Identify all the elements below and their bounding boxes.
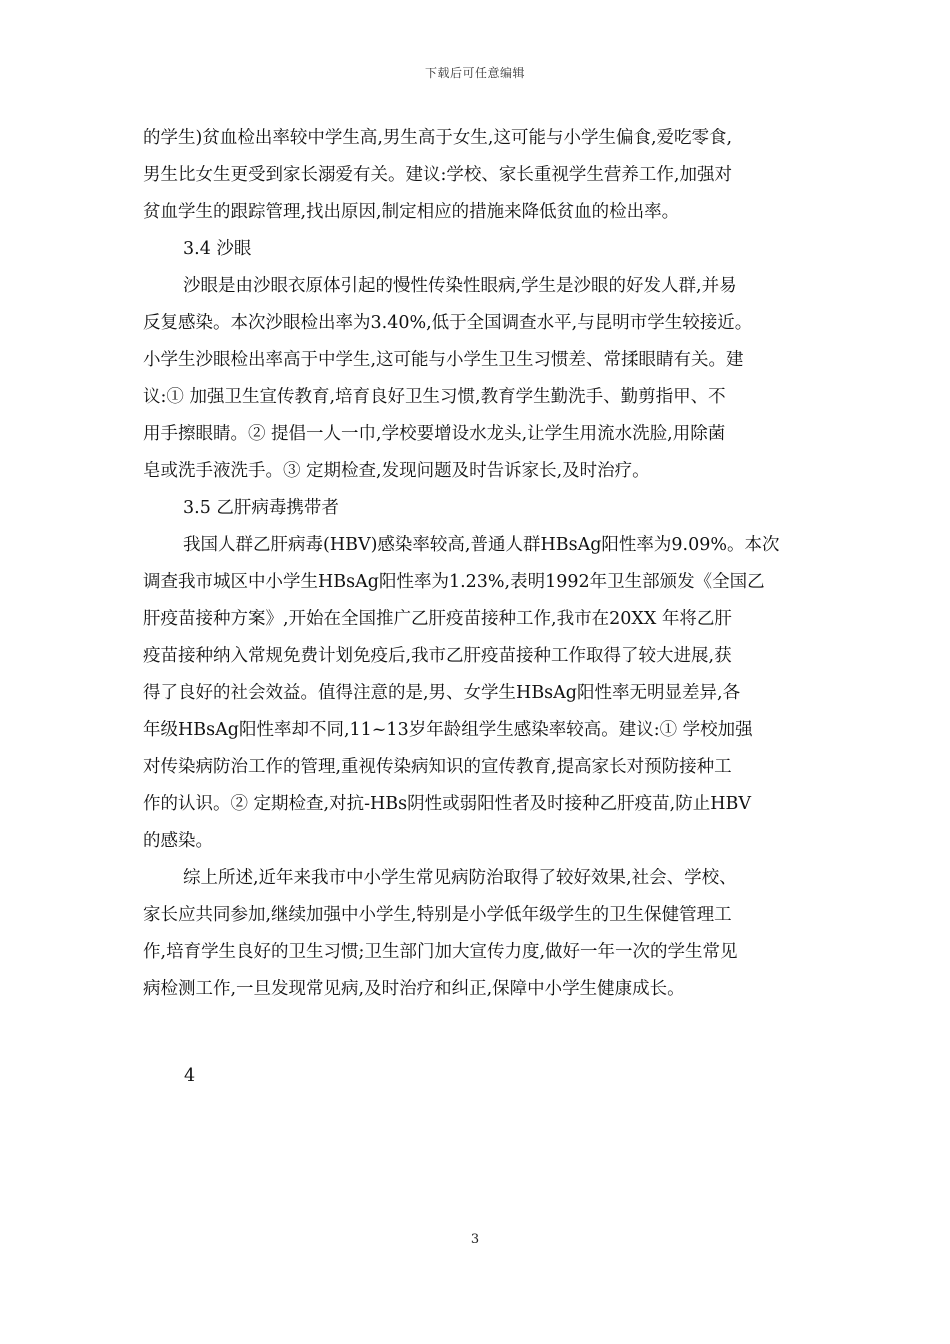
- paragraph-line: 的学生)贫血检出率较中学生高,男生高于女生,这可能与小学生偏食,爱吃零食,: [143, 128, 733, 148]
- paragraph-line: 反复感染。本次沙眼检出率为3.40%,低于全国调查水平,与昆明市学生较接近。: [143, 313, 753, 333]
- paragraph-line: 用手擦眼睛。② 提倡一人一巾,学校要增设水龙头,让学生用流水洗脸,用除菌: [143, 424, 726, 444]
- paragraph-line: 的感染。: [143, 831, 213, 851]
- paragraph-line: 议:① 加强卫生宣传教育,培育良好卫生习惯,教育学生勤洗手、勤剪指甲、不: [143, 387, 726, 407]
- paragraph-line: 疫苗接种纳入常规免费计划免疫后,我市乙肝疫苗接种工作取得了较大进展,获: [143, 646, 732, 666]
- paragraph-line: 作的认识。② 定期检查,对抗-HBs阴性或弱阳性者及时接种乙肝疫苗,防止HBV: [143, 794, 751, 814]
- page-number: 3: [470, 1232, 480, 1247]
- body-text: [143, 120, 807, 1008]
- paragraph-line: 肝疫苗接种方案》,开始在全国推广乙肝疫苗接种工作,我市在20XX 年将乙肝: [143, 609, 732, 629]
- paragraph-line: 综上所述,近年来我市中小学生常见病防治取得了较好效果,社会、学校、: [183, 868, 737, 888]
- paragraph-line: 家长应共同参加,继续加强中小学生,特别是小学低年级学生的卫生保健管理工: [143, 905, 732, 925]
- section-heading-3-4: 3.4 沙眼: [183, 239, 252, 259]
- paragraph-line: 沙眼是由沙眼衣原体引起的慢性传染性眼病,学生是沙眼的好发人群,并易: [183, 276, 737, 296]
- paragraph-line: 贫血学生的跟踪管理,找出原因,制定相应的措施来降低贫血的检出率。: [143, 202, 680, 222]
- paragraph-line: 小学生沙眼检出率高于中学生,这可能与小学生卫生习惯差、常揉眼睛有关。建: [143, 350, 744, 370]
- header-note: 下载后可任意编辑: [424, 66, 525, 80]
- paragraph-line: 作,培育学生良好的卫生习惯;卫生部门加大宣传力度,做好一年一次的学生常见: [143, 942, 738, 962]
- paragraph-line: 我国人群乙肝病毒(HBV)感染率较高,普通人群HBsAg阳性率为9.09%。本次: [183, 535, 780, 555]
- paragraph-line: 年级HBsAg阳性率却不同,11~13岁年龄组学生感染率较高。建议:① 学校加强: [143, 720, 753, 740]
- section-number: 4: [184, 1066, 196, 1086]
- paragraph-line: 男生比女生更受到家长溺爱有关。建议:学校、家长重视学生营养工作,加强对: [143, 165, 732, 185]
- paragraph-line: 皂或洗手液洗手。③ 定期检查,发现问题及时告诉家长,及时治疗。: [143, 461, 650, 481]
- paragraph-line: 病检测工作,一旦发现常见病,及时治疗和纠正,保障中小学生健康成长。: [143, 979, 685, 999]
- paragraph-line: 调查我市城区中小学生HBsAg阳性率为1.23%,表明1992年卫生部颁发《全国乙: [143, 572, 765, 592]
- paragraph-line: 对传染病防治工作的管理,重视传染病知识的宣传教育,提高家长对预防接种工: [143, 757, 732, 777]
- section-heading-3-5: 3.5 乙肝病毒携带者: [183, 498, 339, 518]
- paragraph-line: 得了良好的社会效益。值得注意的是,男、女学生HBsAg阳性率无明显差异,各: [143, 683, 741, 703]
